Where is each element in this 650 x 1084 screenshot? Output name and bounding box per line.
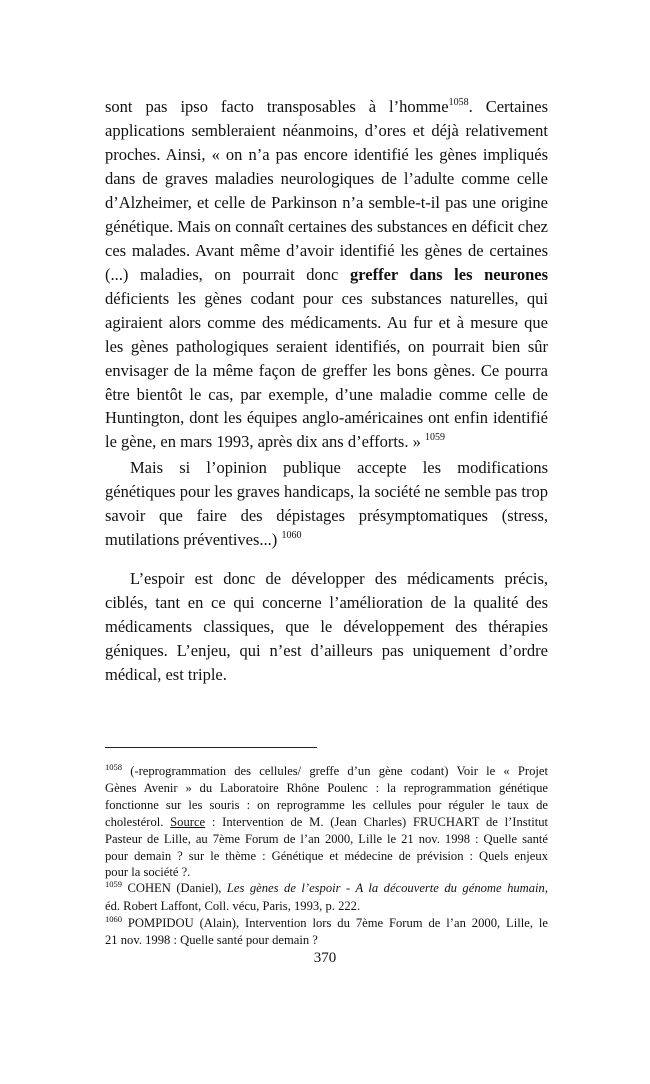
text-line: géniques. L’enjeu, qui n’est d’ailleurs pas uniquement d’ordre [105,641,548,660]
text-line: dans de graves maladies neurologiques de l’adulte comme celle [105,169,548,188]
text-line: d’Alzheimer, et celle de Parkinson n’a semble-t-il pas une origine [105,193,548,212]
text-line: Mais si l’opinion publique accepte les modifications [130,458,548,477]
footnote-line [105,880,548,896]
text-line: génétiques pour les graves handicaps, la société ne semble pas trop [105,482,548,501]
text: sont pas ipso facto transposables à l’homme [105,97,449,116]
footnote-ref[interactable]: 1060 [281,530,302,541]
text-line: applications sembleraient néanmoins, d’ores et déjà relativement [105,121,548,140]
text-line: être bientôt le cas, par exemple, d’une maladie comme celle de [105,385,548,404]
footnote-number: 1060 [105,914,122,924]
text-line: savoir que faire des dépistages présymptomatiques (stress, [105,506,548,525]
text: : Intervention de M. (Jean Charles) FRUCHART de l’Institut [205,815,548,829]
bold-text: greffer dans les neurones [350,265,548,284]
text-line: génétique. Mais on connaît certaines des substances en déficit chez [105,217,548,236]
text: POMPIDOU (Alain), Intervention lors du 7ème Forum de l’an 2000, Lille, le [122,916,548,930]
text-line: proches. Ainsi, « on n’a pas encore identifié les gènes impliqués [105,145,548,164]
footnote-line [105,915,548,931]
text-line: médical, est triple. [105,665,227,684]
text-line [105,265,548,285]
footnote-line: Pasteur de Lille, au 7ème Forum de l’an 2000, Lille le 21 nov. 1998 : Quelle santé [105,832,548,846]
text-line: Huntington, dont les équipes anglo-américaines ont enfin identifié [105,408,548,427]
footnote-number: 1058 [105,762,122,772]
text-line: L’espoir est donc de développer des médicaments précis, [130,569,548,588]
text: cholestérol. [105,815,171,829]
page-number: 370 [313,950,337,966]
footnote-line: pour la société ?. [105,865,191,879]
footnote-ref[interactable]: 1058 [448,97,469,108]
book-title: Les gènes de l’espoir - A la découverte du génome humain, [226,881,548,895]
footnote-divider [105,747,317,748]
text-line [105,432,548,452]
text-line: déficients les gènes codant pour ces substances naturelles, qui [105,289,548,308]
text: le gène, en mars 1993, après dix ans d’efforts. » [105,432,425,451]
footnote-line [105,763,548,779]
text-line [105,97,548,117]
text-line: envisager de la même façon de greffer les bons gènes. Ce pourra [105,361,548,380]
text: (...) maladies, on pourrait donc [105,265,350,284]
text-line [105,530,548,550]
footnote-line [105,814,548,830]
text: . Certaines [468,97,548,116]
footnote-line: 21 nov. 1998 : Quelle santé pour demain ? [105,933,318,947]
text-line: les gènes pathologiques seraient identifiés, on pourrait bien sûr [105,337,548,356]
footnote-line: fonctionne sur les souris : on reprogramme les cellules pour réguler le taux de [105,798,548,812]
source-label: Source [170,815,206,829]
footnote-line: pour demain ? sur le thème : Génétique et médecine de prévision : Quels enjeux [105,849,548,863]
text-line: agiraient alors comme des médicaments. Au fur et à mesure que [105,313,548,332]
text-line: ciblés, tant en ce qui concerne l’amélioration de la qualité des [105,593,548,612]
footnote-number: 1059 [105,879,122,889]
footnote-ref[interactable]: 1059 [424,432,445,443]
text-line: médicaments classiques, que le développement des thérapies [105,617,548,636]
text: COHEN (Daniel), [122,881,227,895]
text: mutilations préventives...) [105,530,282,549]
text-line: ces malades. Avant même d’avoir identifié les gènes de certaines [105,241,548,260]
footnote-line: éd. Robert Laffont, Coll. vécu, Paris, 1993, p. 222. [105,899,361,913]
text: (-reprogrammation des cellules/ greffe d’un gène codant) Voir le « Projet [122,764,548,778]
footnote-line: Gènes Avenir » du Laboratoire Rhône Poulenc : la reprogrammation génétique [105,781,548,795]
